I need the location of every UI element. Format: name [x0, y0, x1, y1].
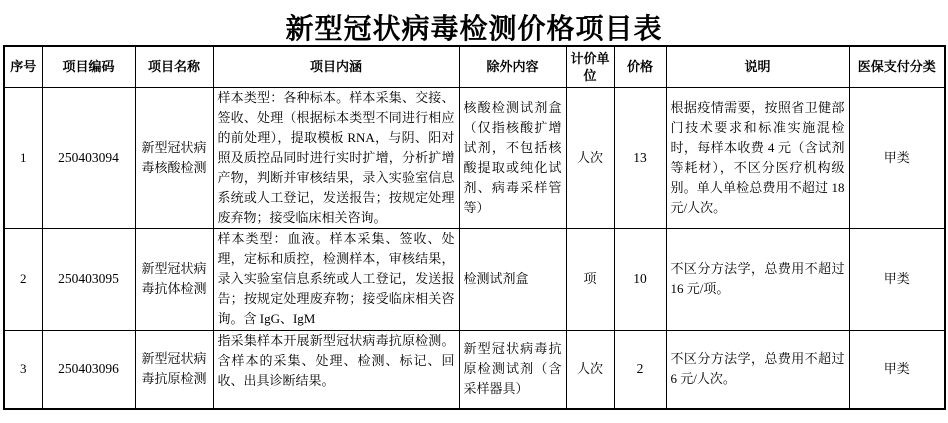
- col-header-exclusion: 除外内容: [459, 46, 566, 87]
- cell-note: 根据疫情需要，按照省卫健部门技术要求和标准实施混检时，每样本收费 4 元（含试剂等耗材），不区分医疗机构级别。单人单检总费用不超过 18 元/人次。: [666, 87, 849, 228]
- cell-name: 新型冠状病毒核酸检测: [135, 87, 213, 228]
- table-row: [4, 87, 945, 228]
- col-header-name: 项目名称: [135, 46, 213, 87]
- cell-exclusion: 新型冠状病毒抗原检测试剂（含采样器具）: [459, 330, 566, 409]
- cell-code: 250403095: [42, 228, 135, 330]
- cell-unit: 项: [566, 228, 614, 330]
- cell-seq: 3: [4, 330, 42, 409]
- cell-exclusion: 核酸检测试剂盒（仅指核酸扩增试剂，不包括核酸提取或纯化试剂、病毒采样管等）: [459, 87, 566, 228]
- cell-price: 13: [614, 87, 666, 228]
- cell-exclusion: 检测试剂盒: [459, 228, 566, 330]
- cell-seq: 2: [4, 228, 42, 330]
- cell-content: 样本类型：血液。样本采集、签收、处理，定标和质控，检测样本，审核结果，录入实验室信息系统或人工登记，发送报告；按规定处理废弃物；接受临床相关咨询。含 IgG、IgM: [213, 228, 459, 330]
- cell-name: 新型冠状病毒抗体检测: [135, 228, 213, 330]
- cell-content: 指采集样本开展新型冠状病毒抗原检测。含样本的采集、处理、检测、标记、回收、出具诊断结果。: [213, 330, 459, 409]
- price-table: [3, 45, 946, 410]
- cell-name: 新型冠状病毒抗原检测: [135, 330, 213, 409]
- col-header-price: 价格: [614, 46, 666, 87]
- cell-price: 2: [614, 330, 666, 409]
- cell-insurance: 甲类: [849, 228, 945, 330]
- cell-code: 250403096: [42, 330, 135, 409]
- table-row: [4, 228, 945, 330]
- col-header-insurance: 医保支付分类: [849, 46, 945, 87]
- cell-insurance: 甲类: [849, 330, 945, 409]
- cell-insurance: 甲类: [849, 87, 945, 228]
- col-header-content: 项目内涵: [213, 46, 459, 87]
- cell-seq: 1: [4, 87, 42, 228]
- cell-price: 10: [614, 228, 666, 330]
- col-header-code: 项目编码: [42, 46, 135, 87]
- col-header-note: 说明: [666, 46, 849, 87]
- cell-content: 样本类型：各种标本。样本采集、交接、签收、处理（根据标本类型不同进行相应的前处理），提取模板 RNA，与阴、阳对照及质控品同时进行实时扩增，分析扩增产物，判断并审核结果，录入实验室信息系统或人工登记，发送报告；按规定处理废弃物；接受临床相关咨询。: [213, 87, 459, 228]
- cell-code: 250403094: [42, 87, 135, 228]
- cell-note: 不区分方法学，总费用不超过 16 元/项。: [666, 228, 849, 330]
- table-row: [4, 330, 945, 409]
- header-row: [4, 46, 945, 87]
- cell-note: 不区分方法学，总费用不超过 6 元/人次。: [666, 330, 849, 409]
- page-title: 新型冠状病毒检测价格项目表: [285, 13, 663, 44]
- col-header-unit: 计价单位: [566, 46, 614, 87]
- cell-unit: 人次: [566, 330, 614, 409]
- col-header-seq: 序号: [4, 46, 42, 87]
- cell-unit: 人次: [566, 87, 614, 228]
